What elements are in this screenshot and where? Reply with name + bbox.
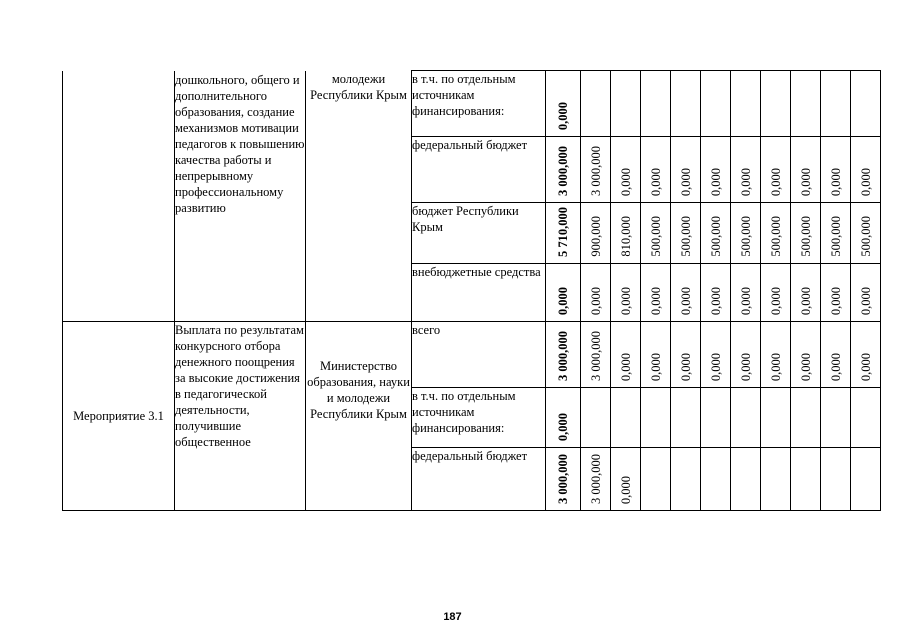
year-cell: [731, 203, 761, 264]
year-cell: [821, 322, 851, 388]
year-cell: [761, 322, 791, 388]
total-value: 3 000,000: [556, 146, 570, 196]
year-cell: [731, 137, 761, 203]
year-cell: [731, 71, 761, 137]
year-cell: [581, 322, 611, 388]
year-cell: [821, 388, 851, 448]
funding-source-cell: бюджет Республики Крым: [412, 203, 546, 264]
total-cell: [546, 71, 581, 137]
total-cell: [546, 322, 581, 388]
year-cell: [761, 137, 791, 203]
table-row: [63, 71, 881, 137]
year-cell: [731, 448, 761, 511]
year-value: 0,000: [588, 286, 603, 315]
year-value: 0,000: [678, 286, 693, 315]
year-value: 0,000: [828, 286, 843, 315]
year-value: 500,000: [678, 216, 693, 257]
year-cell: [851, 203, 881, 264]
year-value: 0,000: [678, 352, 693, 381]
year-cell: [851, 71, 881, 137]
total-cell: [546, 203, 581, 264]
year-cell: [791, 388, 821, 448]
year-cell: [611, 322, 641, 388]
year-value: 0,000: [768, 352, 783, 381]
year-cell: [641, 203, 671, 264]
funding-source-cell: федеральный бюджет: [412, 448, 546, 511]
total-cell: [546, 137, 581, 203]
year-cell: [611, 448, 641, 511]
year-cell: [791, 203, 821, 264]
year-cell: [791, 71, 821, 137]
funding-source-cell: внебюджетные средства: [412, 264, 546, 322]
year-cell: [611, 264, 641, 322]
funding-source-cell: в т.ч. по отдельным источникам финансирования:: [412, 71, 546, 137]
year-cell: [671, 264, 701, 322]
year-cell: [581, 203, 611, 264]
year-cell: [671, 388, 701, 448]
total-value: 0,000: [556, 101, 570, 130]
year-cell: [641, 448, 671, 511]
year-value: 810,000: [618, 216, 633, 257]
year-cell: [701, 71, 731, 137]
table-row: [63, 322, 881, 388]
year-value: 500,000: [828, 216, 843, 257]
year-value: 500,000: [768, 216, 783, 257]
year-cell: [821, 203, 851, 264]
total-cell: [546, 264, 581, 322]
year-cell: [731, 264, 761, 322]
year-value: 0,000: [738, 352, 753, 381]
financing-table: [62, 70, 881, 511]
year-value: 0,000: [618, 286, 633, 315]
year-cell: [581, 448, 611, 511]
year-cell: [851, 448, 881, 511]
year-value: 0,000: [798, 286, 813, 315]
year-cell: [761, 203, 791, 264]
year-value: 3 000,000: [588, 454, 603, 504]
year-cell: [581, 388, 611, 448]
year-cell: [821, 137, 851, 203]
year-value: 0,000: [798, 352, 813, 381]
year-cell: [641, 388, 671, 448]
year-cell: [791, 448, 821, 511]
year-cell: [701, 264, 731, 322]
year-cell: [671, 203, 701, 264]
year-cell: [671, 448, 701, 511]
year-value: 900,000: [588, 216, 603, 257]
total-value: 0,000: [556, 286, 570, 315]
year-cell: [581, 71, 611, 137]
year-cell: [851, 137, 881, 203]
total-cell: [546, 448, 581, 511]
year-value: 0,000: [708, 352, 723, 381]
total-value: 5 710,000: [556, 207, 570, 257]
funding-source-cell: федеральный бюджет: [412, 137, 546, 203]
year-cell: [851, 264, 881, 322]
year-cell: [761, 448, 791, 511]
year-cell: [701, 388, 731, 448]
year-value: 0,000: [858, 286, 873, 315]
funding-source-cell: всего: [412, 322, 546, 388]
year-value: 0,000: [768, 286, 783, 315]
year-cell: [701, 448, 731, 511]
year-cell: [701, 137, 731, 203]
year-cell: [611, 71, 641, 137]
year-cell: [641, 322, 671, 388]
activity-cell: Мероприятие 3.1: [63, 322, 175, 511]
year-cell: [701, 203, 731, 264]
year-value: 0,000: [858, 352, 873, 381]
year-cell: [851, 388, 881, 448]
year-cell: [671, 322, 701, 388]
year-cell: [611, 137, 641, 203]
year-value: 500,000: [798, 216, 813, 257]
year-value: 0,000: [768, 167, 783, 196]
year-value: 500,000: [858, 216, 873, 257]
year-value: 0,000: [708, 286, 723, 315]
total-cell: [546, 388, 581, 448]
executor-cell: Министерство образования, науки и молодежи Республики Крым: [306, 322, 412, 511]
total-value: 0,000: [556, 412, 570, 441]
year-cell: [761, 71, 791, 137]
year-cell: [821, 71, 851, 137]
year-cell: [821, 264, 851, 322]
description-cell: дошкольного, общего и дополнительного образования, создание механизмов мотивации педагогов к повышению качества работы и непрерывному профессиональному развитию: [175, 71, 306, 322]
year-cell: [791, 264, 821, 322]
year-cell: [611, 203, 641, 264]
year-cell: [641, 264, 671, 322]
year-value: 0,000: [828, 167, 843, 196]
year-value: 500,000: [738, 216, 753, 257]
year-value: 0,000: [678, 167, 693, 196]
year-cell: [791, 137, 821, 203]
year-value: 500,000: [648, 216, 663, 257]
year-cell: [581, 137, 611, 203]
year-cell: [791, 322, 821, 388]
year-value: 0,000: [828, 352, 843, 381]
funding-source-cell: в т.ч. по отдельным источникам финансирования:: [412, 388, 546, 448]
year-value: 0,000: [738, 167, 753, 196]
year-value: 0,000: [858, 167, 873, 196]
description-cell: Выплата по результатам конкурсного отбора денежного поощрения за высокие достижения в педагогической деятельности, получившие общественное: [175, 322, 306, 511]
year-cell: [641, 137, 671, 203]
year-cell: [671, 71, 701, 137]
year-value: 3 000,000: [588, 331, 603, 381]
page-number: 187: [443, 611, 462, 623]
year-cell: [641, 71, 671, 137]
year-value: 0,000: [618, 475, 633, 504]
year-cell: [701, 322, 731, 388]
activity-cell: [63, 71, 175, 322]
year-value: 0,000: [738, 286, 753, 315]
year-value: 0,000: [798, 167, 813, 196]
executor-cell: молодежи Республики Крым: [306, 71, 412, 322]
year-value: 3 000,000: [588, 146, 603, 196]
year-cell: [611, 388, 641, 448]
year-cell: [671, 137, 701, 203]
year-cell: [581, 264, 611, 322]
year-cell: [731, 388, 761, 448]
year-cell: [761, 388, 791, 448]
year-value: 0,000: [648, 167, 663, 196]
year-value: 0,000: [708, 167, 723, 196]
year-value: 0,000: [618, 167, 633, 196]
year-cell: [821, 448, 851, 511]
total-value: 3 000,000: [556, 454, 570, 504]
year-value: 0,000: [648, 352, 663, 381]
year-cell: [851, 322, 881, 388]
year-value: 0,000: [648, 286, 663, 315]
year-cell: [731, 322, 761, 388]
total-value: 3 000,000: [556, 331, 570, 381]
year-cell: [761, 264, 791, 322]
year-value: 500,000: [708, 216, 723, 257]
year-value: 0,000: [618, 352, 633, 381]
